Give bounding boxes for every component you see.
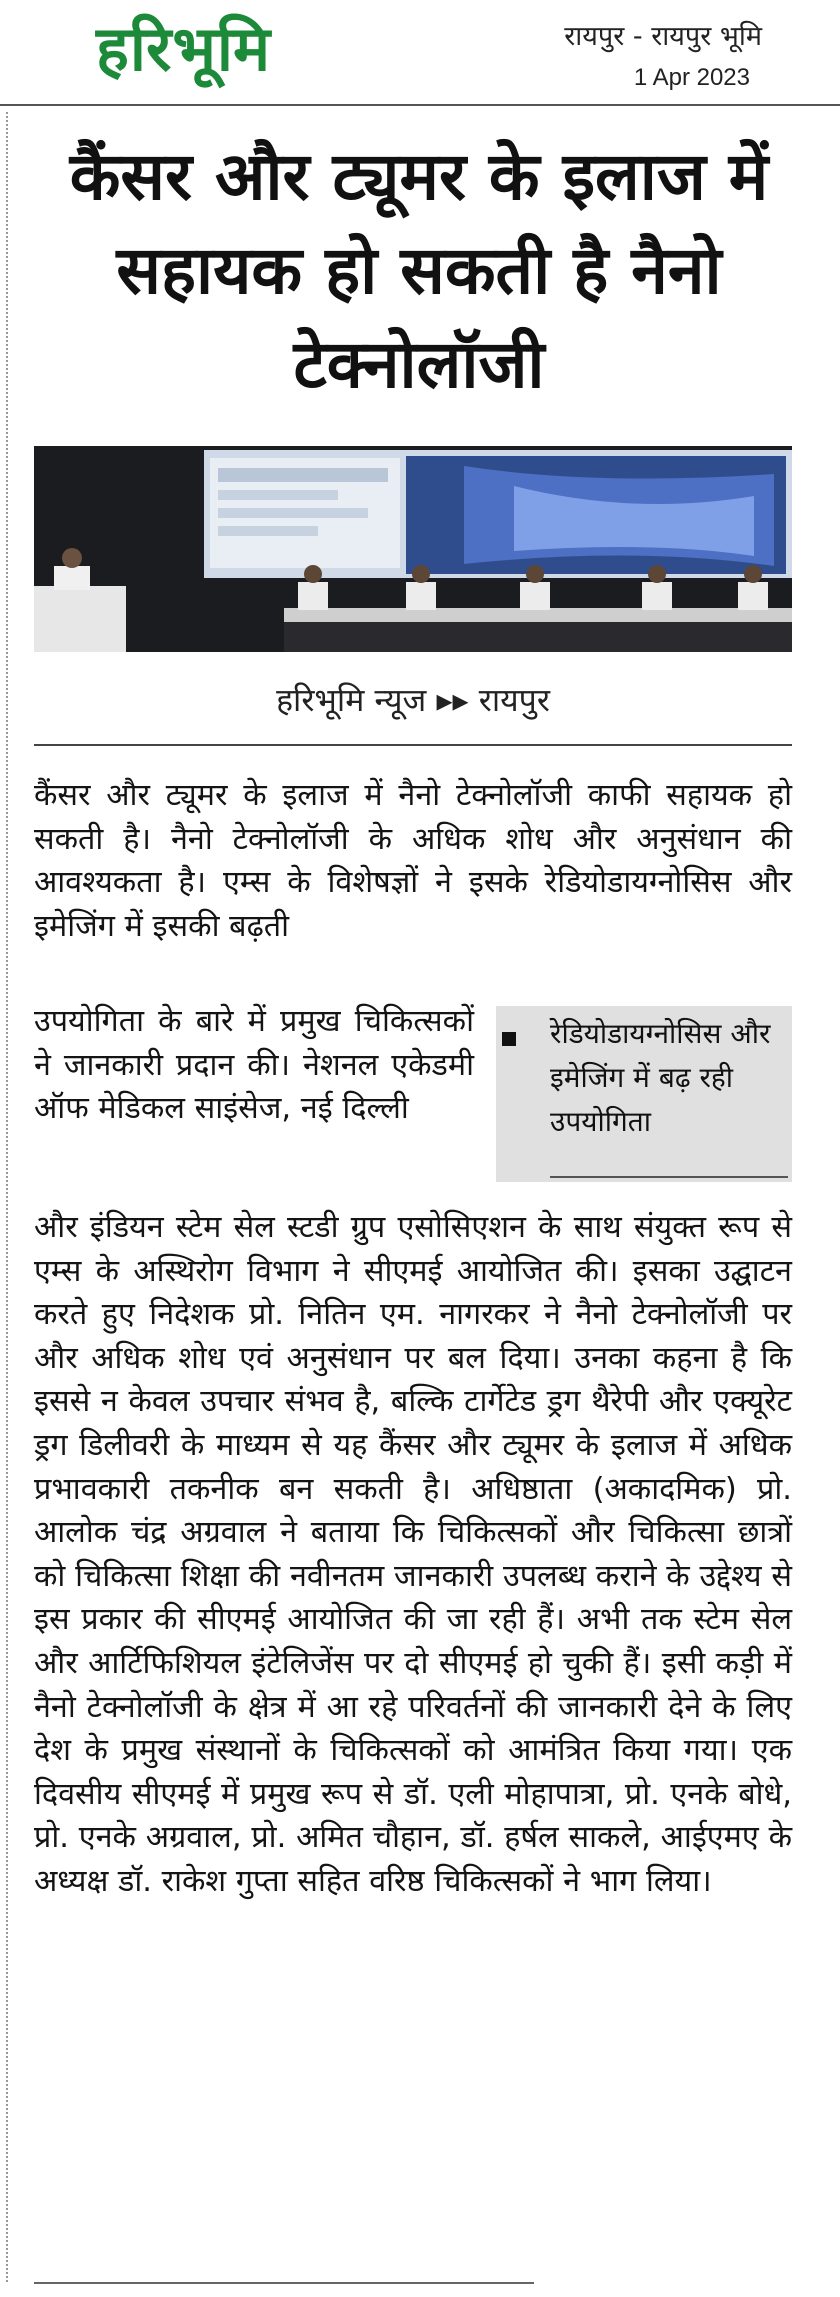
article-end-rule (34, 2282, 534, 2284)
column-dotted-rule (6, 112, 8, 2282)
newspaper-logo: हरिभूमि (96, 12, 272, 85)
event-photo (34, 446, 792, 652)
masthead-divider (0, 104, 840, 106)
publication-date: 1 Apr 2023 (633, 64, 750, 91)
article-paragraph-body: और इंडियन स्टेम सेल स्टडी ग्रुप एसोसिएशन के साथ संयुक्त रूप से एम्स के अस्थिरोग विभाग ने सीएमई आयोजित की। इसका उद्घाटन करते हुए निदेशक प्रो. नितिन एम. नागरकर ने नैनो टेक्नोलॉजी पर और अधिक शोध एवं अनुसंधान पर बल दिया। उनका कहना है कि इससे न केवल उपचार संभव है, बल्कि टार्गेटेड ड्रग थैरेपी और एक्यूरेट ड्रग डिलीवरी के माध्यम से यह कैंसर और ट्यूमर के इलाज में अधिक प्रभावकारी तकनीक बन सकती है। अधिष्ठाता (अकादमिक) प्रो. आलोक चंद्र अग्रवाल ने बताया कि चिकित्सकों और चिकित्सा छात्रों को चिकित्सा शिक्षा की नवीनतम जानकारी उपलब्ध कराने के उद्देश्य से इस प्रकार की सीएमई आयोजित की जा रही हैं। अभी तक स्टेम सेल और आर्टिफिशियल इंटेलिजेंस पर दो सीएमई हो चुकी हैं। इसी कड़ी में नैनो टेक्नोलॉजी के क्षेत्र में आ रहे परिवर्तनों की जानकारी देने के लिए देश के प्रमुख संस्थानों के चिकित्सकों को आमंत्रित किया गया। एक दिवसीय सीएमई में प्रमुख रूप से डॉ. एली मोहापात्रा, प्रो. एनके बोधे, प्रो. एनके अग्रवाल, प्रो. अमित चौहान, डॉ. हर्षल साकले, आईएमए के अध्यक्ष डॉ. राकेश गुप्ता सहित वरिष्ठ चिकित्सकों ने भाग लिया। (34, 1210, 792, 1899)
pull-quote-text: रेडियोडायग्नोसिस और इमेजिंग में बढ़ रही उपयोगिता (550, 1017, 771, 1138)
masthead (0, 0, 840, 104)
article-paragraph-intro: कैंसर और ट्यूमर के इलाज में नैनो टेक्नोलॉजी काफी सहायक हो सकती है। नैनो टेक्नोलॉजी के अधिक शोध और अनुसंधान की आवश्यकता है। एम्स के विशेषज्ञों ने इसके रेडियोडायग्नोसिस और इमेजिंग में इसकी बढ़ती (34, 778, 792, 944)
square-bullet-icon (502, 1032, 516, 1046)
article-headline: कैंसर और ट्यूमर के इलाज में सहायक हो सकती है नैनो टेक्नोलॉजी (69, 138, 769, 403)
edition-name: रायपुर - रायपुर भूमि (564, 21, 762, 52)
byline-divider (34, 744, 792, 746)
byline: हरिभूमि न्यूज ▸▸ रायपुर (276, 681, 550, 719)
pull-quote-box (496, 1006, 792, 1182)
article-paragraph-wrap: उपयोगिता के बारे में प्रमुख चिकित्सकों ने जानकारी प्रदान की। नेशनल एकेडमी ऑफ मेडिकल साइंसेज, नई दिल्ली (34, 1004, 474, 1127)
pull-quote-underline (550, 1176, 788, 1178)
